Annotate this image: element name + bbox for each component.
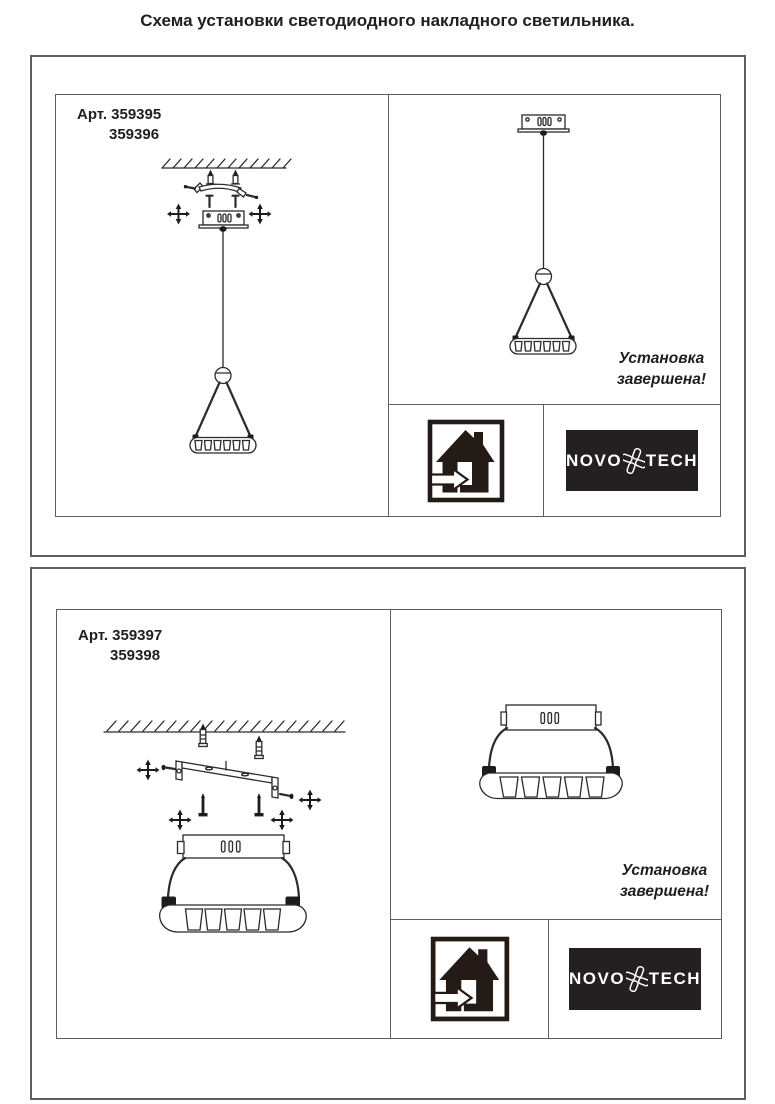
driver-box [178, 835, 290, 858]
pendant-exploded-diagram [56, 95, 389, 518]
pendant-install-steps-cell [56, 95, 389, 516]
surface-install-steps-cell [57, 610, 391, 1038]
status-line-2: завершена! [619, 883, 709, 900]
pendant-result-column [389, 95, 720, 516]
canopy-plate [199, 211, 248, 232]
article-line-1: Арт. 359395 [77, 106, 162, 123]
ball-joint [215, 368, 231, 384]
brand-text-left: NOVO [569, 969, 626, 988]
lamp-shade [160, 905, 307, 932]
surface-result-column [391, 610, 721, 1038]
ball-joint [536, 269, 552, 285]
status-text [620, 860, 709, 902]
screw-icons [207, 196, 239, 207]
brand-text-right: TECH [645, 450, 698, 470]
ceiling-hatch [104, 721, 345, 732]
driver-box [501, 705, 601, 730]
indoor-use-cell [389, 405, 544, 516]
indoor-use-cell [391, 920, 549, 1038]
house-arrow-icon [430, 936, 510, 1022]
surface-result-cell [391, 610, 721, 920]
handle-arms [482, 728, 620, 778]
wall-plug-icons [207, 170, 240, 185]
mounting-bracket [184, 183, 258, 199]
novotech-logo [566, 430, 698, 491]
panel-surface-frame [56, 609, 722, 1039]
status-text [617, 348, 706, 390]
brand-text-right: TECH [648, 969, 701, 988]
article-line-2: 359398 [110, 647, 161, 664]
screw-icons [199, 793, 264, 816]
mounting-bracket [162, 761, 294, 799]
novotech-logo [569, 948, 701, 1010]
ceiling-hatch [162, 159, 291, 168]
logo-row [391, 920, 721, 1038]
lamp-shade [190, 438, 256, 454]
lamp-shade [510, 339, 576, 355]
novotech-pinwheel-icon [626, 958, 648, 1000]
article-line-2: 359396 [109, 126, 160, 143]
shade-frame [513, 284, 575, 342]
logo-row [389, 405, 720, 516]
brand-text-left: NOVO [566, 450, 623, 470]
panel-pendant-frame [55, 94, 721, 517]
brand-cell [549, 920, 721, 1038]
pendant-result-cell [389, 95, 720, 405]
status-line-1: Установка [621, 862, 708, 879]
handle-arms [162, 858, 301, 909]
novotech-pinwheel-icon [623, 440, 645, 482]
canopy-plate [518, 115, 569, 136]
lamp-shade [480, 773, 622, 799]
article-line-1: Арт. 359397 [78, 627, 163, 644]
panel-pendant [30, 55, 746, 557]
page-title: Схема установки светодиодного накладного светильника. [140, 11, 635, 30]
status-line-1: Установка [618, 350, 705, 367]
surface-exploded-diagram [57, 610, 391, 1040]
shade-frame [193, 383, 254, 441]
status-line-2: завершена! [616, 371, 706, 388]
house-arrow-icon [427, 419, 505, 503]
panel-surface [30, 567, 746, 1100]
brand-cell [544, 405, 720, 516]
